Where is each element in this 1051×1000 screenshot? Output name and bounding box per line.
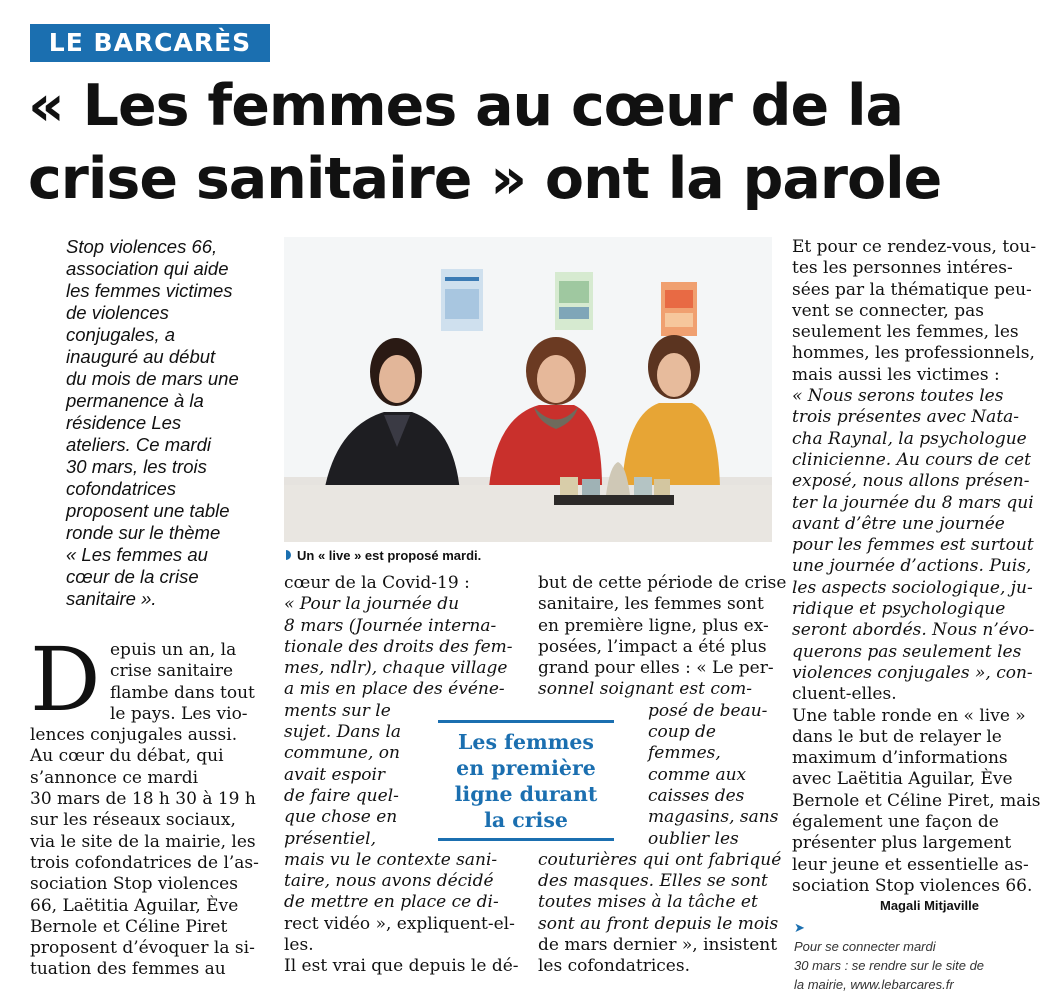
chapo-line: association qui aide (66, 258, 229, 279)
text-line: de faire quel- (284, 785, 399, 806)
text-line: mes, ndlr), chaque village (284, 658, 508, 679)
text-line: sociation Stop violences (30, 874, 238, 895)
photo-caption (286, 548, 481, 563)
text-line: crise sanitaire (110, 661, 234, 682)
text-line: couturières qui ont fabriqué (538, 849, 782, 870)
article-column-3 (538, 573, 787, 978)
text-line: sociation Stop violences 66. (792, 875, 1033, 896)
pull-quote-line: ligne durant (454, 782, 598, 806)
chapo-line: ronde sur le thème (66, 522, 221, 543)
text-line: une journée d’actions. Puis, (792, 556, 1032, 577)
text-line: « Pour la journée du (284, 594, 460, 615)
text-line: Il est vrai que depuis le dé- (284, 956, 519, 977)
text-line: sanitaire, les femmes sont (538, 594, 764, 615)
text-line: que chose en (284, 807, 398, 828)
text-line: également une façon de (792, 812, 999, 833)
text-line: Bernole et Céline Piret, mais (792, 790, 1041, 811)
text-line: sonnel soignant est com- (538, 679, 752, 700)
text-line: via le site de la mairie, les (30, 831, 256, 852)
footnote-line (794, 918, 984, 956)
text-line: Une table ronde en « live » (792, 705, 1026, 726)
drop-cap: D (30, 628, 101, 731)
footnote-line: 30 mars : se rendre sur le site de (794, 958, 985, 973)
text-line: hommes, les professionnels, (792, 343, 1035, 364)
chapo-line: de violences (66, 302, 169, 323)
text-line: rect vidéo », expliquent-el- (284, 913, 515, 934)
text-line: s’annonce ce mardi (30, 767, 199, 788)
text-line: trois cofondatrices de l’as- (30, 852, 259, 873)
text-line: de mettre en place ce di- (284, 892, 499, 913)
text-line: ridique et psychologique (792, 599, 1006, 620)
text-line: cœur de la Covid-19 : (284, 573, 470, 593)
text-line: ments sur le (284, 700, 391, 721)
text-line: 30 mars de 18 h 30 à 19 h (30, 789, 256, 810)
text-line: 8 mars (Journée interna- (284, 615, 497, 636)
text-line: posé de beau- (648, 700, 768, 721)
chapo-line: inauguré au début (66, 346, 216, 367)
text-line: magasins, sans (648, 807, 779, 828)
caption-marker (286, 550, 291, 560)
pull-quote-line: Les femmes (458, 730, 594, 754)
text-line: ter la journée du 8 mars qui (792, 492, 1034, 513)
text-line: seulement les femmes, les (792, 322, 1019, 343)
chapo-line: Stop violences 66, (66, 236, 218, 257)
chapo-line: résidence Les (66, 412, 182, 433)
text-line: mais aussi les victimes : (792, 364, 1000, 385)
text-line: avait espoir (284, 764, 386, 785)
text-line: « Nous serons toutes les (792, 386, 1004, 407)
text-line: grand pour elles : « Le per- (538, 658, 774, 679)
text-line: Et pour ce rendez-vous, tou- (792, 237, 1037, 257)
text-line: pour les femmes est surtout (792, 535, 1034, 556)
chapo (66, 236, 276, 610)
text-line: cluent-elles. (792, 684, 897, 705)
text-line: commune, on (284, 743, 400, 764)
text-line: posées, l’impact a été plus (538, 636, 767, 657)
chapo-line: sanitaire ». (66, 588, 157, 609)
chapo-line: permanence à la (66, 390, 204, 411)
text-line: flambe dans tout (110, 682, 255, 703)
text-line: Au cœur du débat, qui (30, 746, 224, 767)
text-line: toutes mises à la tâche et (538, 892, 758, 913)
text-line: vent se connecter, pas (792, 300, 984, 321)
text-line: taire, nous avons décidé (284, 871, 494, 892)
chapo-line: proposent une table (66, 500, 230, 521)
arrow-right-icon: ➤ (794, 920, 805, 935)
text-line: sur les réseaux sociaux, (30, 810, 236, 831)
text-line: tuation des femmes au (30, 959, 226, 980)
text-line: avec Laëtitia Aguilar, Ève (792, 769, 1013, 790)
chapo-line: conjugales, a (66, 324, 176, 345)
text-line: oublier les (648, 828, 739, 849)
chapo-line: « Les femmes au (66, 544, 208, 565)
text-line: les aspects sociologique, ju- (792, 577, 1033, 598)
text-line: 66, Laëtitia Aguilar, Ève (30, 895, 239, 916)
text-line: clinicienne. Au cours de cet (792, 449, 1031, 470)
footnote (794, 918, 984, 994)
article-photo (284, 237, 772, 542)
text-line: en première ligne, plus ex- (538, 615, 769, 636)
text-line: proposent d’évoquer la si- (30, 938, 255, 959)
headline (28, 70, 1038, 216)
text-line: coup de (648, 722, 716, 743)
text-line: les. (284, 935, 314, 956)
pull-quote-line: en première (456, 756, 596, 780)
wall-poster (555, 272, 593, 330)
text-line: violences conjugales », con- (792, 662, 1033, 683)
text-line: femmes, (648, 743, 721, 764)
text-line: tes les personnes intéres- (792, 258, 1013, 279)
text-line: cha Raynal, la psychologue (792, 428, 1027, 449)
text-line: trois présentes avec Nata- (792, 407, 1020, 428)
footnote-line: la mairie, www.lebarcares.fr (794, 977, 954, 992)
section-kicker: LE BARCARÈS (30, 24, 270, 62)
wall-poster (661, 282, 697, 336)
text-line: le pays. Les vio- (110, 703, 248, 724)
chapo-line: du mois de mars une (66, 368, 239, 389)
text-line: leur jeune et essentielle as- (792, 854, 1029, 875)
text-line: de mars dernier », insistent (538, 935, 778, 956)
headline-line: crise sanitaire » ont la parole (28, 146, 942, 212)
text-line: a mis en place des événe- (284, 679, 505, 700)
text-line: les cofondatrices. (538, 956, 690, 977)
wall-poster (441, 269, 483, 331)
chapo-line: cœur de la crise (66, 566, 199, 587)
chapo-line: cofondatrices (66, 478, 177, 499)
text-line: dans le but de relayer le (792, 726, 1002, 747)
text-line: mais vu le contexte sani- (284, 849, 498, 870)
text-line: querons pas seulement les (792, 641, 1022, 662)
text-line: caisses des (648, 785, 745, 806)
text-line: but de cette période de crise (538, 573, 787, 593)
text-line: lences conjugales aussi. (30, 725, 238, 746)
text-line: tionale des droits des fem- (284, 636, 513, 657)
text-line: sujet. Dans la (284, 722, 402, 743)
text-line: maximum d’informations (792, 748, 1008, 769)
text-line: présenter plus largement (792, 833, 1012, 854)
pull-quote-line: la crise (484, 808, 568, 832)
article-column-4 (792, 237, 1041, 897)
chapo-line: ateliers. Ce mardi (66, 434, 211, 455)
caption-text: Un « live » est proposé mardi. (297, 548, 482, 563)
text-line: seront abordés. Nous n’évo- (792, 620, 1035, 641)
text-line: epuis un an, la (110, 640, 237, 660)
article-column-1 (30, 628, 265, 981)
text-line: avant d’être une journée (792, 513, 1005, 534)
author-signature: Magali Mitjaville (880, 898, 979, 913)
headline-line: « Les femmes au cœur de la (28, 73, 903, 139)
chapo-line: les femmes victimes (66, 280, 233, 301)
text-line: sées par la thématique peu- (792, 279, 1032, 300)
text-line: exposé, nous allons présen- (792, 471, 1030, 492)
text-line: Bernole et Céline Piret (30, 916, 228, 937)
text-line: présentiel, (284, 828, 376, 849)
footnote-text: Pour se connecter mardi (794, 939, 936, 954)
text-line: des masques. Elles se sont (538, 871, 768, 892)
text-line: sont au front depuis le mois (538, 913, 779, 934)
chapo-line: 30 mars, les trois (66, 456, 207, 477)
text-line: comme aux (648, 764, 747, 785)
